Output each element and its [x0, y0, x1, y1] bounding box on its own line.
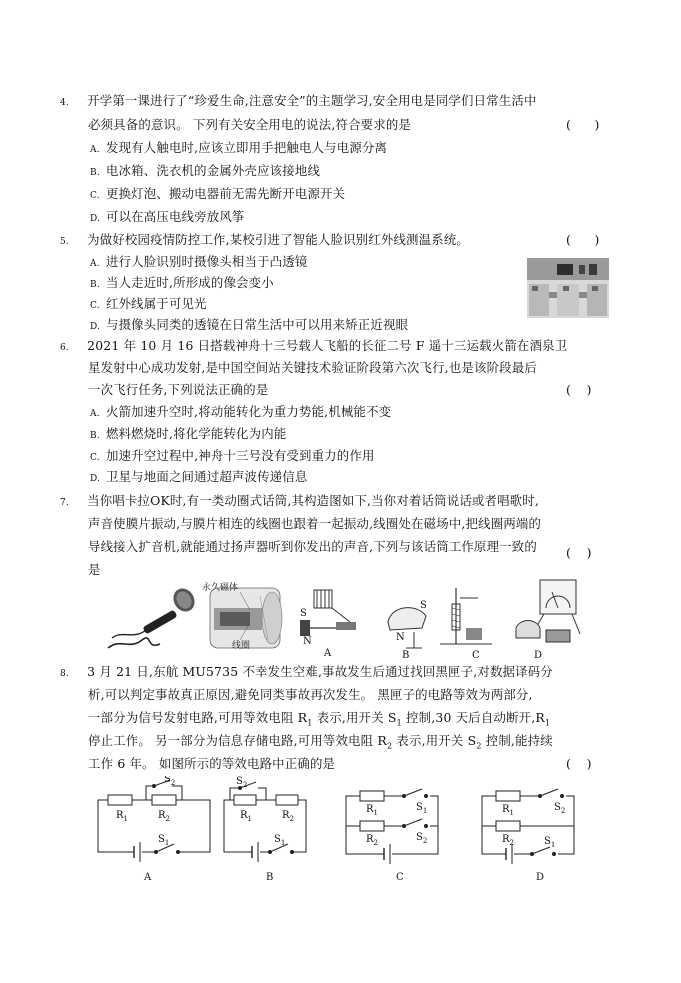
- circuit-c-r1: $R_1$: [366, 804, 378, 817]
- q4-option-c: C. 更换灯泡、搬动电器前无需先断开电源开关: [90, 186, 346, 201]
- circuit-d-r1: $R_1$: [502, 804, 514, 817]
- q5-line1: 5. 为做好校园疫情防控工作,某校引进了智能人脸识别红外线测温系统。: [60, 232, 469, 247]
- q4-option-d: D. 可以在高压电线旁放风筝: [90, 209, 245, 224]
- circuit-a-s1: $S_1$: [158, 834, 170, 847]
- circuit-c-s2: $S_2$: [416, 832, 428, 845]
- q7-figure-strip: [100, 578, 600, 660]
- q8-answer-paren: ( ): [566, 756, 592, 771]
- circuit-d: [482, 789, 574, 864]
- mic-structure-diagram: [202, 581, 282, 651]
- circuit-d-s2: $S_2$: [554, 802, 566, 815]
- q8-line2: 析,可以判定事故真正原因,避免同类事故再次发生。 黑匣子的电路等效为两部分,: [88, 687, 533, 702]
- option-a-diagram: [300, 590, 356, 659]
- q6-line2: 星发射中心成功发射,是中国空间站关键技术验证阶段第六次飞行,也是该阶段最后: [88, 360, 537, 375]
- permanent-magnet-label: 永久磁体: [202, 583, 239, 593]
- q8-line4: 停止工作。 另一部分为信息存储电路,可用等效电阻 $R_2$ 表示,用开关 $S_2$ 控制,能持续: [88, 733, 553, 751]
- coil-label: 线圈: [232, 641, 251, 651]
- face-recognition-gate-photo: [527, 258, 609, 318]
- option-b-diagram: [388, 600, 427, 660]
- circuit-a: [98, 780, 210, 862]
- q7-line3: 导线接入扩音机,就能通过扬声器听到你发出的声音,下列与该话筒工作原理一致的: [88, 539, 537, 554]
- q8-line3: 一部分为信号发射电路,可用等效电阻 $R_1$ 表示,用开关 $S_1$ 控制,30 天后自动断开$,R_1$: [88, 710, 551, 728]
- circuit-b-s2: $S_2$: [236, 776, 248, 789]
- q8-number: 8.: [60, 669, 69, 679]
- circuit-a-r2: $R_2$: [158, 810, 170, 823]
- q5-option-a: A. 进行人脸识别时摄像头相当于凸透镜: [90, 254, 308, 269]
- circuit-b-r1: $R_1$: [240, 810, 252, 823]
- q6-line1: 6. 2021 年 10 月 16 日搭载神舟十三号载人飞船的长征二号 F 遥十三运载火箭在酒泉卫: [60, 338, 568, 353]
- q5-answer-paren: ( ): [566, 232, 600, 247]
- svg-text:B: B: [402, 650, 410, 660]
- circuit-c-s1: $S_1$: [416, 802, 428, 815]
- option-c-diagram: [440, 588, 492, 660]
- q6-line3: 一次飞行任务,下列说法正确的是: [88, 382, 269, 397]
- q4-line2: 必须具备的意识。 下列有关安全用电的说法,符合要求的是: [88, 117, 412, 132]
- q4-option-a: A. 发现有人触电时,应该立即用手把触电人与电源分离: [90, 140, 388, 155]
- q6-option-a: A. 火箭加速升空时,将动能转化为重力势能,机械能不变: [90, 404, 392, 419]
- circuit-c-caption: C: [396, 872, 404, 883]
- q4-answer-paren: ( ): [566, 117, 600, 132]
- svg-text:N: N: [396, 632, 405, 643]
- q6-option-c: C. 加速升空过程中,神舟十三号没有受到重力的作用: [90, 448, 375, 463]
- svg-text:C: C: [472, 650, 480, 660]
- q5-number: 5.: [60, 237, 69, 247]
- svg-text:D: D: [534, 650, 543, 660]
- svg-text:N: N: [303, 636, 312, 647]
- circuit-b-s1: $S_1$: [274, 834, 286, 847]
- q4-option-b: B. 电冰箱、洗衣机的金属外壳应该接地线: [90, 163, 321, 178]
- q5-option-c: C. 红外线属于可见光: [90, 296, 207, 311]
- circuit-c: [346, 789, 438, 864]
- q6-number: 6.: [60, 343, 69, 353]
- q8-circuit-diagrams: [90, 776, 600, 886]
- q5-option-d: D. 与摄像头同类的透镜在日常生活中可以用来矫正近视眼: [90, 317, 409, 332]
- circuit-d-s1: $S_1$: [544, 836, 556, 849]
- q7-line4: 是: [88, 562, 101, 577]
- circuit-a-caption: A: [144, 872, 152, 883]
- circuit-a-s2: $S_2$: [164, 776, 176, 787]
- q7-line1: 7. 当你唱卡拉OK时,有一类动圈式话筒,其构造图如下,当你对着话筒说话或者唱歌时,: [60, 493, 539, 508]
- option-d-diagram: [516, 580, 580, 660]
- svg-text:A: A: [324, 648, 332, 659]
- q7-number: 7.: [60, 498, 69, 508]
- circuit-b-caption: B: [266, 872, 274, 883]
- q8-line1: 8. 3 月 21 日,东航 MU5735 不幸发生空难,事故发生后通过找回黑匣子,对数据译码分: [60, 664, 553, 679]
- microphone-image: [108, 585, 199, 648]
- q4-line1: 4. 开学第一课进行了“珍爱生命,注意安全”的主题学习,安全用电是同学们日常生活中: [60, 93, 537, 108]
- q6-option-d: D. 卫星与地面之间通过超声波传递信息: [90, 469, 308, 484]
- svg-text:S: S: [300, 608, 307, 619]
- q7-answer-paren: ( ): [566, 545, 592, 560]
- q5-option-b: B. 当人走近时,所形成的像会变小: [90, 275, 274, 290]
- circuit-d-caption: D: [536, 872, 545, 883]
- circuit-c-r2: $R_2$: [366, 834, 378, 847]
- q4-number: 4.: [60, 98, 69, 108]
- q6-option-b: B. 燃料燃烧时,将化学能转化为内能: [90, 426, 287, 441]
- q6-answer-paren: ( ): [566, 382, 592, 397]
- circuit-d-r2: $R_2$: [502, 834, 514, 847]
- q8-line5: 工作 6 年。 如图所示的等效电路中正确的是: [88, 756, 336, 771]
- svg-text:S: S: [420, 600, 427, 611]
- circuit-a-r1: $R_1$: [116, 810, 128, 823]
- q7-line2: 声音使膜片振动,与膜片相连的线圈也跟着一起振动,线圈处在磁场中,把线圈两端的: [88, 516, 542, 531]
- circuit-b-r2: $R_2$: [282, 810, 294, 823]
